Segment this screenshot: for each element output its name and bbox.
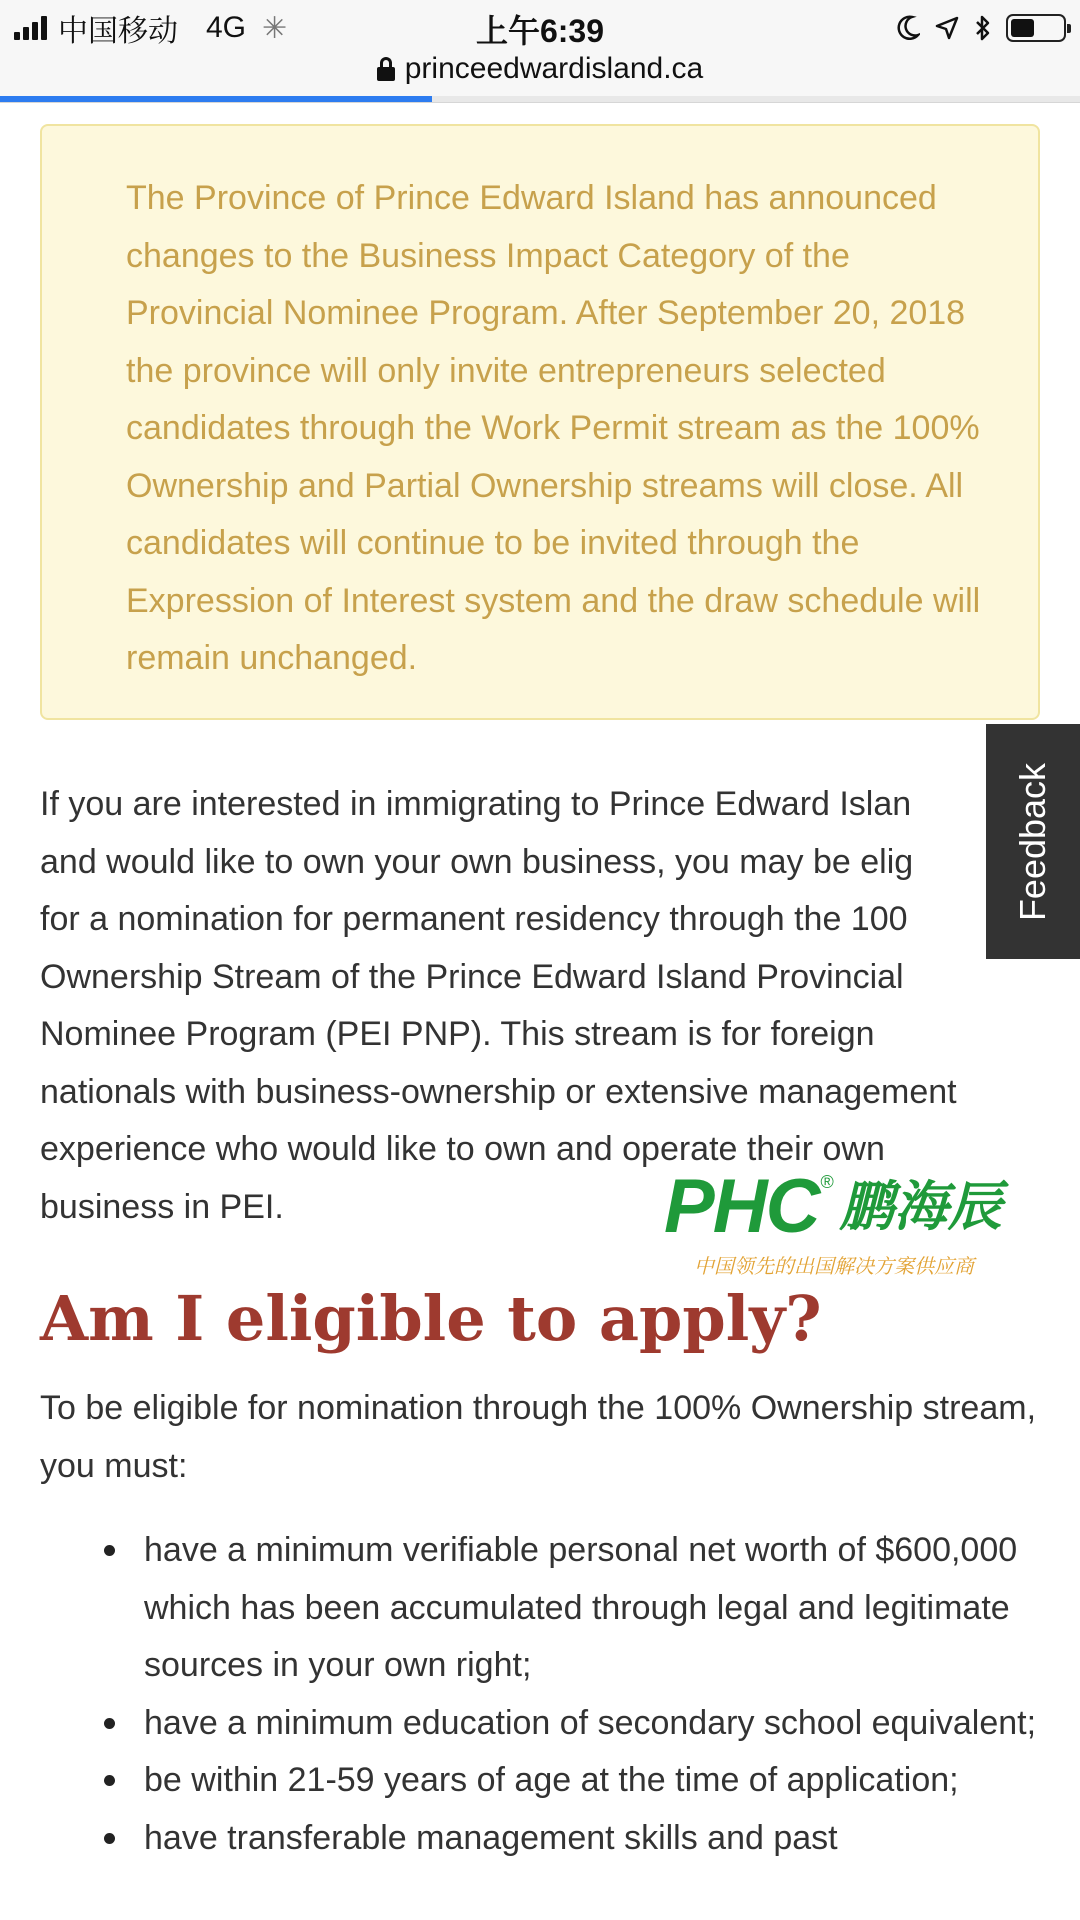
feedback-button[interactable]	[986, 724, 1080, 959]
list-item: have transferable management skills and past	[144, 1810, 1044, 1868]
bluetooth-icon	[974, 14, 992, 42]
phc-watermark-logo	[664, 1164, 1044, 1280]
announcement-text: The Province of Prince Edward Island has announced changes to the Business Impact Category of the Provincial Nominee Program. After September 20, 2018 the province will only invite entrepreneurs selected candidates through the Work Permit stream as the 100% Ownership and Partial Ownership streams will close. All candidates will continue to be invited through the Expression of Interest system and the draw schedule will remain unchanged.	[126, 179, 981, 677]
address-bar[interactable]	[0, 52, 1080, 98]
url-text[interactable]: princeedwardisland.ca	[404, 52, 704, 85]
watermark-brand: PHC	[664, 1164, 819, 1249]
address-bar-divider	[0, 102, 1080, 103]
requirements-list	[144, 1522, 1044, 1867]
watermark-registered-mark: ®	[820, 1172, 834, 1192]
intro-line: and would like to own your own business, you may be elig	[40, 842, 914, 881]
announcement-notice	[40, 124, 1040, 720]
intro-paragraph	[40, 776, 1025, 1236]
status-bar	[0, 0, 1080, 52]
status-right	[896, 8, 1066, 48]
intro-line: for a nomination for permanent residency through the 100	[40, 900, 908, 938]
carrier-name: 中国移动	[58, 15, 178, 48]
intro-line: If you are interested in immigrating to Prince Edward Islan	[40, 785, 912, 823]
lock-icon	[377, 57, 395, 81]
watermark-slogan: 中国领先的出国解决方案供应商	[694, 1256, 974, 1278]
list-item: have a minimum verifiable personal net worth of $600,000 which has been accumulated through legal and legitimate sources in your own right;	[144, 1522, 1044, 1695]
intro-line: Nominee Program (PEI PNP). This stream is for foreign	[40, 1015, 875, 1053]
status-time: 上午6:39	[475, 13, 605, 49]
section-heading: Am I eligible to apply?	[40, 1282, 822, 1355]
battery-icon	[1006, 14, 1066, 42]
network-type: 4G	[206, 11, 247, 44]
section-lead: To be eligible for nomination through the 100% Ownership stream, you must:	[40, 1389, 1037, 1485]
list-item: have a minimum education of secondary school equivalent;	[144, 1695, 1044, 1753]
watermark-brand-cn: 鹏海辰	[839, 1177, 1002, 1237]
feedback-label: Feedback	[1012, 762, 1054, 921]
intro-line: nationals with business-ownership or extensive management	[40, 1072, 957, 1111]
intro-line: experience who would like to own and operate their own	[40, 1130, 885, 1168]
list-item: be within 21-59 years of age at the time of application;	[144, 1752, 1044, 1810]
moon-icon	[896, 15, 920, 41]
intro-line: Ownership Stream of the Prince Edward Island Provincial	[40, 957, 904, 996]
location-arrow-icon	[934, 15, 960, 41]
intro-line: business in PEI.	[40, 1187, 284, 1226]
activity-spinner-icon: ✳	[262, 11, 288, 45]
